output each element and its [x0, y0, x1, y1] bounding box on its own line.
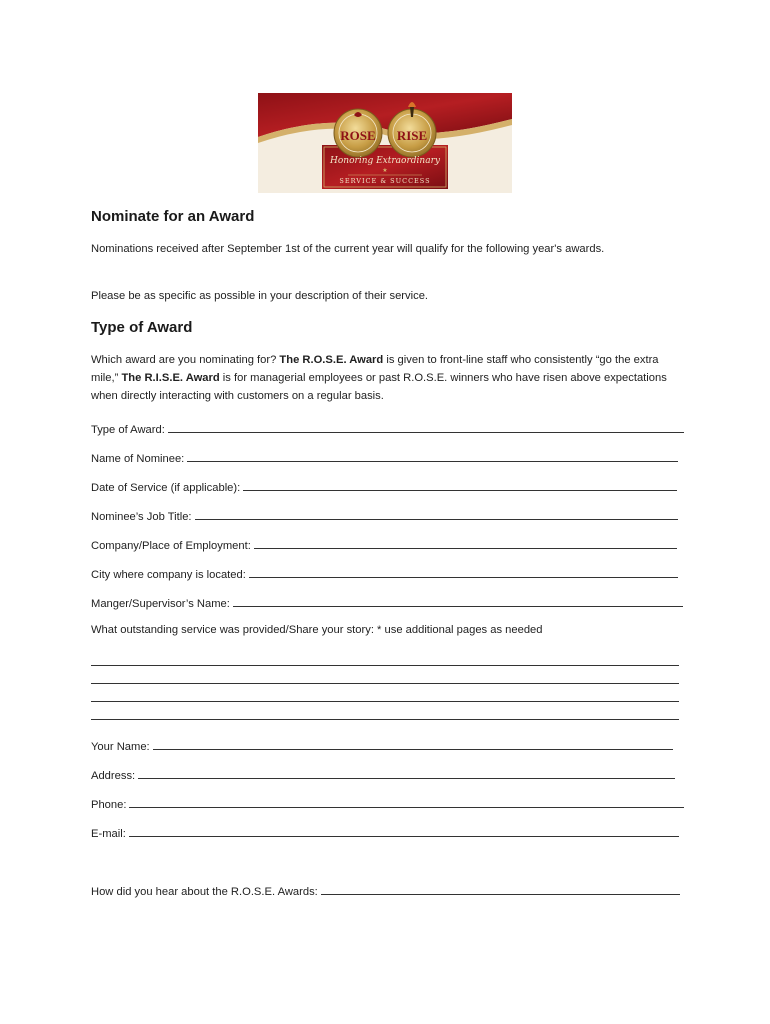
phone-field[interactable]: Phone:: [91, 793, 684, 811]
heard-about-line[interactable]: [321, 883, 680, 895]
rise-award-name: The R.I.S.E. Award: [121, 372, 220, 384]
your-name-field[interactable]: Your Name:: [91, 735, 673, 753]
svg-text:★: ★: [382, 167, 388, 174]
banner-tagline: Honoring Extraordinary: [330, 156, 440, 166]
date-of-service-field[interactable]: Date of Service (if applicable):: [91, 476, 677, 494]
manager-name-field[interactable]: Manger/Supervisor’s Name:: [91, 592, 683, 610]
rose-medal-text: ROSE: [340, 128, 376, 143]
job-title-field[interactable]: Nominee’s Job Title:: [91, 505, 678, 523]
company-field[interactable]: Company/Place of Employment:: [91, 534, 677, 552]
address-line[interactable]: [138, 767, 675, 779]
phone-line[interactable]: [129, 796, 684, 808]
job-title-line[interactable]: [195, 508, 678, 520]
address-field[interactable]: Address:: [91, 764, 675, 782]
type-of-award-field[interactable]: Type of Award:: [91, 418, 684, 436]
rose-rise-banner-logo: [258, 93, 512, 193]
city-line[interactable]: [249, 566, 678, 578]
type-of-award-title: Type of Award: [91, 319, 193, 336]
nominate-title: Nominate for an Award: [91, 208, 255, 225]
your-name-line[interactable]: [153, 738, 673, 750]
email-field[interactable]: E-mail:: [91, 822, 679, 840]
story-line-1[interactable]: [91, 665, 679, 666]
intro-paragraph-deadline: Nominations received after September 1st of the current year will qualify for the following year's awards.: [91, 243, 605, 255]
manager-name-line[interactable]: [233, 595, 683, 607]
story-line-2[interactable]: [91, 683, 679, 684]
intro-paragraph-specific: Please be as specific as possible in your description of their service.: [91, 290, 429, 302]
story-line-4[interactable]: [91, 719, 679, 720]
rise-medal-text: RISE: [396, 128, 428, 143]
type-of-award-line[interactable]: [168, 421, 684, 433]
date-of-service-line[interactable]: [243, 479, 677, 491]
nominee-name-field[interactable]: Name of Nominee:: [91, 447, 678, 465]
nominee-name-line[interactable]: [187, 450, 678, 462]
company-line[interactable]: [254, 537, 677, 549]
rose-award-name: The R.O.S.E. Award: [279, 354, 384, 366]
city-field[interactable]: City where company is located:: [91, 563, 678, 581]
heard-about-field[interactable]: How did you hear about the R.O.S.E. Awards:: [91, 880, 680, 898]
banner-subline: SERVICE & SUCCESS: [339, 177, 431, 185]
story-prompt: What outstanding service was provided/Share your story: * use additional pages as needed: [91, 624, 543, 636]
story-line-3[interactable]: [91, 701, 679, 702]
email-line[interactable]: [129, 825, 679, 837]
award-description-paragraph: Which award are you nominating for? The R.O.S.E. Award is given to front-line staff who consistently “go the extra mile,” The R.I.S.E. Award is for managerial employees or past R.O.S.E. winners who have risen above expectations when directly interacting with customers on a regular basis.: [91, 354, 667, 402]
